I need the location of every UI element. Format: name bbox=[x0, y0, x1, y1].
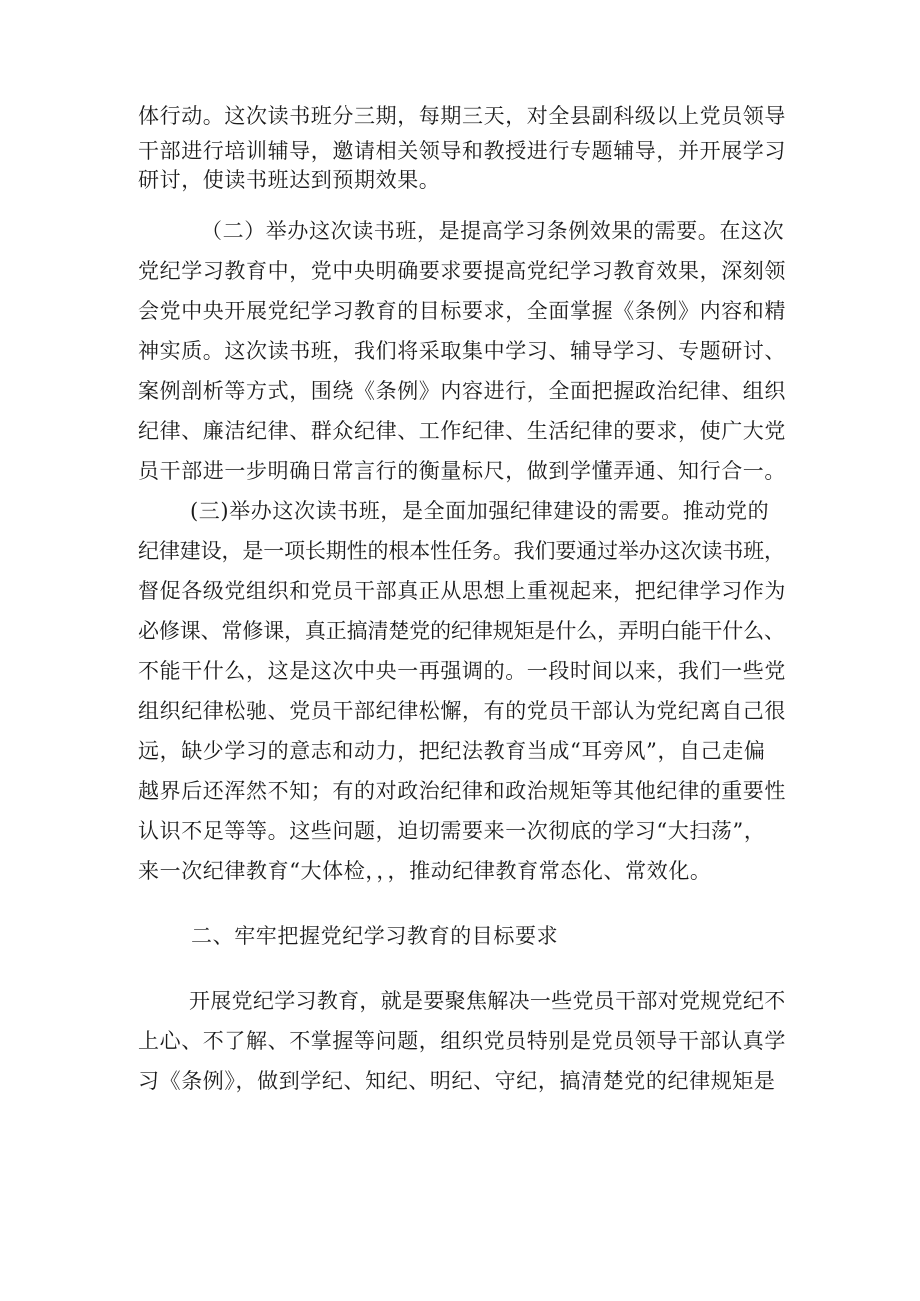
text-line: 督促各级党组织和党员干部真正从思想上重视起来，把纪律学习作为 bbox=[138, 579, 786, 603]
text-line: 纪律、廉洁纪律、群众纪律、工作纪律、生活纪律的要求，使广大党 bbox=[138, 419, 786, 443]
paragraph-start-line: 开展党纪学习教育，就是要聚焦解决一些党员干部对党规党纪不 bbox=[189, 989, 786, 1013]
text-line: 研讨，使读书班达到预期效果。 bbox=[138, 168, 441, 192]
text-line: 纪律建设，是一项长期性的根本性任务。我们要通过举办这次读书班， bbox=[138, 539, 785, 563]
paragraph-start-line: (三)举办这次读书班，是全面加强纪律建设的需要。推动党的 bbox=[190, 499, 770, 523]
paragraph-start-line: （二）举办这次读书班，是提高学习条例效果的需要。在这次 bbox=[201, 219, 785, 243]
text-line: 员干部进一步明确日常言行的衡量标尺，做到学懂弄通、知行合一。 bbox=[138, 459, 786, 483]
text-line: 组织纪律松驰、党员干部纪律松懈，有的党员干部认为党纪离自己很 bbox=[138, 699, 786, 723]
text-line: 远，缺少学习的意志和动力，把纪法教育当成“耳旁风”，自己走偏 bbox=[138, 739, 766, 763]
text-line: 神实质。这次读书班，我们将采取集中学习、辅导学习、专题研讨、 bbox=[138, 339, 786, 363]
text-line: 会党中央开展党纪学习教育的目标要求，全面掌握《条例》内容和精 bbox=[138, 299, 786, 323]
text-line: 越界后还浑然不知；有的对政治纪律和政治规矩等其他纪律的重要性 bbox=[138, 779, 786, 803]
text-line: 体行动。这次读书班分三期，每期三天，对全县副科级以上党员领导 bbox=[138, 104, 786, 128]
text-line: 干部进行培训辅导，邀请相关领导和教授进行专题辅导，并开展学习 bbox=[138, 139, 786, 163]
text-line: 案例剖析等方式，围绕《条例》内容进行，全面把握政治纪律、组织 bbox=[138, 379, 786, 403]
text-line: 党纪学习教育中，党中央明确要求要提高党纪学习教育效果，深刻领 bbox=[138, 259, 786, 283]
text-line: 认识不足等等。这些问题，迫切需要来一次彻底的学习“大扫荡”， bbox=[138, 819, 766, 843]
text-line: 来一次纪律教育“大体检，，，推动纪律教育常态化、常效化。 bbox=[138, 859, 712, 883]
text-line: 必修课、常修课，真正搞清楚党的纪律规矩是什么，弄明白能干什么、 bbox=[138, 619, 785, 643]
text-line: 上心、不了解、不掌握等问题，组织党员特别是党员领导干部认真学 bbox=[138, 1029, 786, 1053]
section-heading: 二、牢牢把握党纪学习教育的目标要求 bbox=[191, 924, 559, 948]
text-line: 不能干什么，这是这次中央一再强调的。一段时间以来，我们一些党 bbox=[138, 659, 786, 683]
text-line: 习《条例》，做到学纪、知纪、明纪、守纪，搞清楚党的纪律规矩是 bbox=[138, 1069, 776, 1093]
